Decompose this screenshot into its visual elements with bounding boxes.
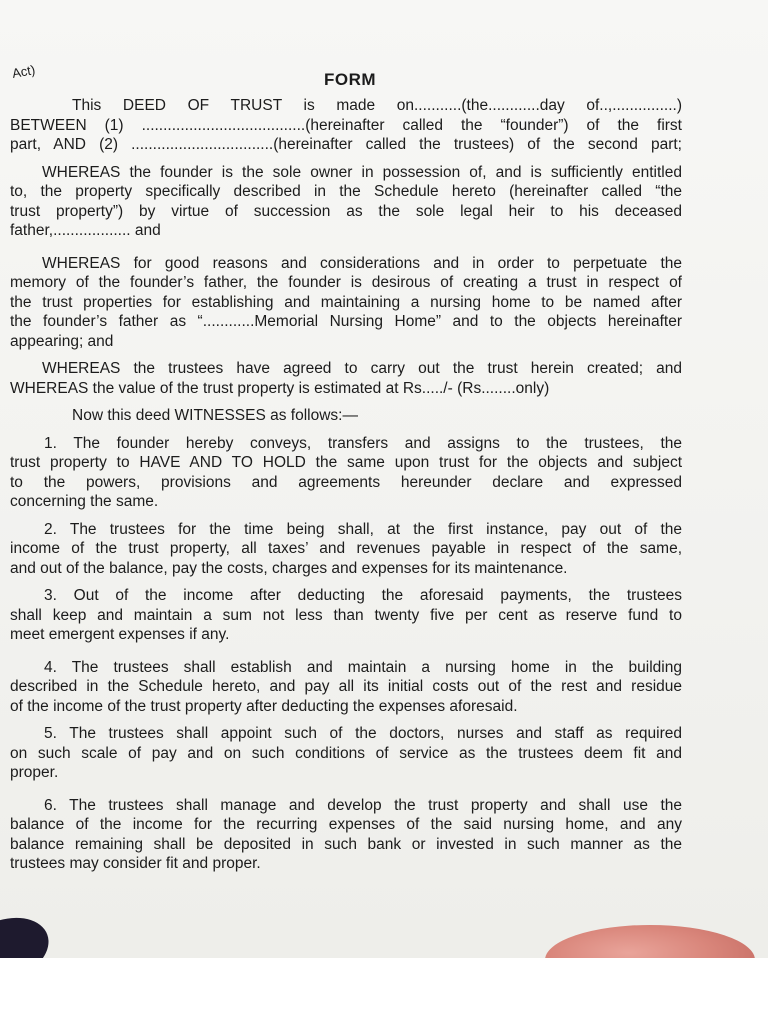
deed-text-line: BETWEEN (1) ......................................(hereinafter called the “founder”) of the first [10,116,682,134]
deed-text-line: father,.................. and [10,222,161,239]
deed-text-line: trust property to HAVE AND TO HOLD the same upon trust for the objects and subject [10,454,682,471]
paragraph-gap [10,783,682,796]
paragraph-gap [10,351,682,359]
deed-text-line: described in the Schedule hereto, and pay all its initial costs out of the rest and residue [10,678,682,695]
deed-text-line: to, the property specifically described in the Schedule hereto (hereinafter called “the [10,183,682,200]
deed-text-line: 6. The trustees shall manage and develop the trust property and shall use the [44,796,682,814]
dark-page-corner [0,906,58,958]
deed-text-line: income of the trust property, all taxes’ and revenues payable in respect of the same, [10,540,682,557]
deed-text-line: shall keep and maintain a sum not less than twenty five per cent as reserve fund to [10,606,682,624]
act-label: Act) [10,62,37,81]
deed-text-line: WHEREAS for good reasons and considerations and in order to perpetuate the [42,254,682,272]
paragraph-gap [10,241,682,254]
deed-text-line: proper. [10,764,59,781]
paragraph-gap [10,716,682,724]
deed-text-line: the trust properties for establishing and maintaining a nursing home to be named after [10,293,682,311]
deed-text-line: appearing; and [10,332,114,350]
deed-text-line: 2. The trustees for the time being shall, at the first instance, pay out of the [44,520,682,538]
paragraph-gap [10,512,682,520]
deed-text-line: 5. The trustees shall appoint such of the doctors, nurses and staff as required [44,725,682,742]
deed-text-line: balance of the income for the recurring expenses of the said nursing home, and any [10,816,682,833]
deed-text-line: trustees may consider fit and proper. [10,855,261,872]
deed-text-line: 3. Out of the income after deducting the aforesaid payments, the trustees [44,587,682,604]
deed-text-line: to the powers, provisions and agreements hereunder declare and expressed [10,473,682,491]
paragraph-gap [10,398,682,406]
deed-text-line: and out of the balance, pay the costs, charges and expenses for its maintenance. [10,559,568,577]
deed-text-line: on such scale of pay and on such conditions of service as the trustees deem fit and [10,744,682,762]
deed-text-line: meet emergent expenses if any. [10,626,230,643]
deed-text-line: This DEED OF TRUST is made on...........(the............day of..,...............) [72,97,682,114]
deed-text-line: balance remaining shall be deposited in such bank or invested in such manner as the [10,835,682,853]
deed-text-line: part, AND (2) .................................(hereinafter called the trustees) of the second part; [10,136,682,153]
deed-text-line: 1. The founder hereby conveys, transfers and assigns to the trustees, the [44,434,682,452]
form-title: FORM [323,70,377,89]
deed-text-line: concerning the same. [10,493,159,510]
deed-text-line: the founder’s father as “............Memorial Nursing Home” and to the objects hereinafter [10,313,682,330]
deed-text-line: Now this deed WITNESSES as follows:— [72,407,358,424]
deed-body [10,96,682,874]
thumb-image [545,925,755,958]
deed-text-line: WHEREAS the value of the trust property is estimated at Rs...../- (Rs........only) [10,379,550,397]
deed-text-line: 4. The trustees shall establish and maintain a nursing home in the building [44,658,682,676]
paragraph-gap [10,426,682,434]
deed-text-line: memory of the founder’s father, the founder is desirous of creating a trust in respect of [10,274,682,291]
paragraph-gap [10,155,682,163]
deed-text-line: WHEREAS the founder is the sole owner in possession of, and is sufficiently entitled [42,163,682,181]
deed-text-line: of the income of the trust property after deducting the expenses aforesaid. [10,697,518,715]
paragraph-gap [10,645,682,658]
paragraph-gap [10,578,682,586]
deed-text-line: WHEREAS the trustees have agreed to carry out the trust herein created; and [42,360,682,377]
deed-text-line: trust property”) by virtue of succession as the sole legal heir to his deceased [10,202,682,220]
